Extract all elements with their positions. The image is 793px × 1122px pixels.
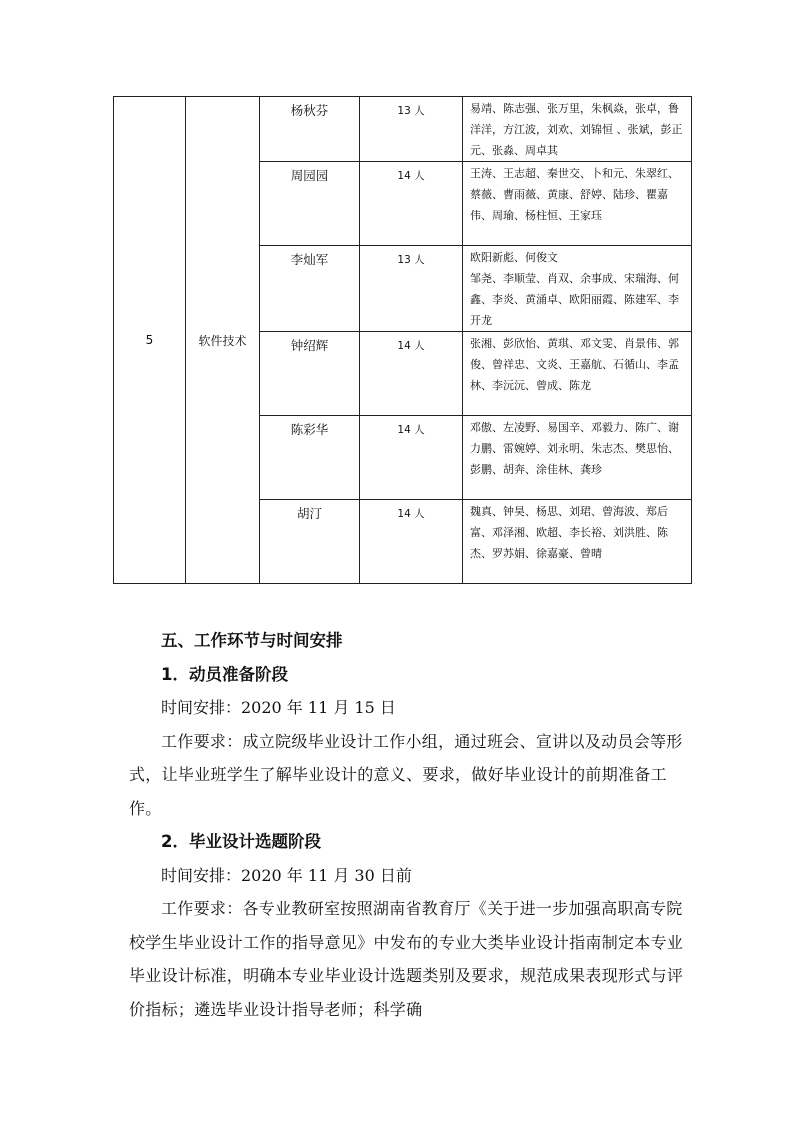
- teacher-name: 周园园: [260, 162, 360, 246]
- stage-2-time: 时间安排：2020 年 11 月 30 日前: [161, 865, 412, 885]
- student-list: [463, 246, 692, 332]
- teacher-name: 钟绍辉: [260, 332, 360, 416]
- stage-2-heading: 2．毕业设计选题阶段: [161, 832, 321, 851]
- stage-2-requirement: 工作要求：各专业教研室按照湖南省教育厅《关于进一步加强高职高专院校学生毕业设计工作的指导意见》中发布的专业大类毕业设计指南制定本专业毕业设计标准，明确本专业毕业设计选题类别及要求，规范成果表现形式与评价指标；遴选毕业设计指导老师；科学确: [129, 899, 684, 1019]
- student-names: 欧阳新彪、何俊文: [470, 251, 558, 264]
- student-names: 易靖、陈志强、张万里，朱枫焱，张卓，鲁洋洋，方江波，刘欢、刘锦恒 、张斌，彭正元、张淼、周卓其: [470, 102, 683, 157]
- teacher-name: 李灿军: [260, 246, 360, 332]
- row-number: 5: [114, 97, 186, 584]
- student-list: [463, 332, 692, 416]
- stage-1-heading: 1．动员准备阶段: [161, 664, 288, 684]
- student-count: 14 人: [360, 500, 463, 584]
- advisor-assignment-table: [113, 96, 692, 584]
- student-count: 14 人: [360, 332, 463, 416]
- student-count: 14 人: [360, 416, 463, 500]
- major-name: 软件技术: [186, 97, 260, 584]
- student-names: 张湘、彭欣怡、黄琪、邓文雯、肖景伟、郭俊、曾祥忠、文炎、王嘉航、石循山、李孟林、李沅沅、曾成、陈龙: [470, 337, 679, 392]
- teacher-name: 陈彩华: [260, 416, 360, 500]
- stage-1-time: 时间安排：2020 年 11 月 15 日: [161, 698, 396, 717]
- schedule-section: [129, 624, 689, 1026]
- teacher-name: 杨秋芬: [260, 97, 360, 162]
- table-row: [114, 97, 692, 162]
- student-list: [463, 500, 692, 584]
- student-list: [463, 162, 692, 246]
- student-count: 14 人: [360, 162, 463, 246]
- teacher-name: 胡汀: [260, 500, 360, 584]
- student-names: 邹尧、李顺莹、肖双、余事成、宋瑞海、何鑫、李炎、黄涌卓、欧阳丽霞、陈建军、李开龙: [470, 272, 679, 327]
- stage-1-requirement: 工作要求：成立院级毕业设计工作小组，通过班会、宣讲以及动员会等形式，让毕业班学生了解毕业设计的意义、要求，做好毕业设计的前期准备工作。: [129, 731, 683, 818]
- student-list: [463, 416, 692, 500]
- student-names: 王涛、王志超、秦世交、卜和元、朱翠红、蔡薇、曹雨薇、黄康、舒婷、陆珍、瞿嘉伟、周瑜、杨柱恒、王家珏: [470, 167, 679, 222]
- student-names: 魏真、钟昊、杨思、刘珺、曾海波、郑后富、邓泽湘、欧超、李长裕、刘洪胜、陈杰、罗苏娟、徐嘉豪、曾晴: [470, 505, 668, 560]
- student-names: 邓傲、左凌野、易国辛、邓毅力、陈广、谢力鹏、雷婉婷、刘永明、朱志杰、樊思怡、彭鹏、胡奔、涂佳林、龚珍: [470, 421, 679, 476]
- student-count: 13 人: [360, 97, 463, 162]
- section-heading: 五、工作环节与时间安排: [161, 631, 343, 650]
- student-count: 13 人: [360, 246, 463, 332]
- student-list: [463, 97, 692, 162]
